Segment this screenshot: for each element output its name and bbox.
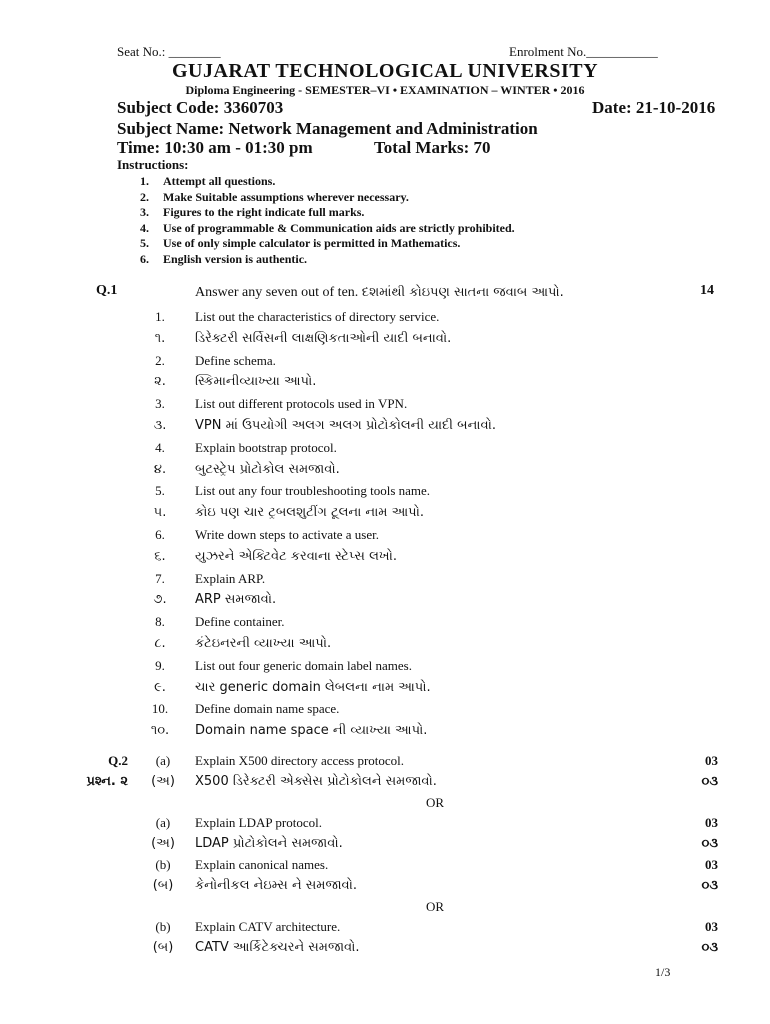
or-label: OR [426, 795, 445, 810]
question-2-item [0, 771, 770, 792]
instruction-text: Make Suitable assumptions wherever necessary. [163, 189, 409, 204]
instruction-number: 6. [140, 251, 149, 266]
question-2-item [0, 812, 770, 833]
question-item [0, 568, 770, 590]
instruction-item [140, 221, 515, 237]
question-item [0, 350, 770, 372]
question-1-marks: 14 [700, 283, 714, 298]
sub-question-letter: (b) [155, 857, 171, 872]
or-separator [0, 792, 770, 812]
exam-line: Diploma Engineering - SEMESTER–VI • EXAMINATION – WINTER • 2016 [185, 83, 585, 97]
question-item [0, 633, 770, 655]
sub-question-marks: 03 [705, 815, 718, 830]
item-number: 6. [155, 526, 165, 542]
item-number: 7. [155, 570, 165, 586]
question-item [0, 480, 770, 502]
question-item [0, 677, 770, 699]
item-text: સ્કિમાનીવ્યાખ્યા આપો. [195, 374, 317, 390]
seat-number-field: Seat No.: ________ [117, 44, 221, 59]
sub-question-letter: (અ) [151, 836, 175, 851]
item-number: ૮. [154, 635, 166, 651]
item-text: List out different protocols used in VPN. [195, 396, 408, 412]
or-separator [0, 896, 770, 916]
item-number: 2. [155, 352, 165, 368]
sub-question-marks: 03 [705, 919, 718, 934]
instruction-number: 5. [140, 236, 149, 250]
question-item [0, 502, 770, 524]
question-item [0, 371, 770, 393]
item-number: 10. [151, 701, 169, 717]
item-number: ૩. [153, 417, 167, 433]
item-text: યુઝરને એક્ટિવેટ કરવાના સ્ટેપ્સ લખો. [195, 548, 397, 564]
question-2-item [0, 937, 770, 958]
item-number: 5. [155, 483, 165, 499]
instruction-number: 4. [140, 220, 149, 235]
question-2-item [0, 750, 770, 771]
item-text: Write down steps to activate a user. [195, 526, 379, 542]
item-number: ૧. [154, 330, 166, 346]
item-text: ડિરેક્ટરી સર્વિસની લાક્ષણિકતાઓની યાદી બનાવો. [195, 330, 452, 346]
instruction-item [140, 252, 515, 268]
instruction-number: 1. [140, 174, 149, 188]
sub-question-text: Explain canonical names. [195, 857, 329, 872]
instruction-text: English version is authentic. [163, 251, 308, 266]
page-number: 1/3 [655, 965, 671, 979]
question-2-label: Q.2 [108, 753, 128, 768]
sub-question-text: LDAP પ્રોટોકોલને સમજાવો. [195, 836, 343, 851]
question-item [0, 611, 770, 633]
subject-name: Subject Name: Network Management and Administration [117, 119, 538, 138]
question-item [0, 524, 770, 546]
sub-question-marks: ૦૩ [701, 836, 718, 851]
sub-question-text: કેનોનીકલ નેઇમ્સ ને સમજાવો. [195, 878, 358, 893]
item-text: Explain bootstrap protocol. [195, 439, 337, 455]
sub-question-text: Explain CATV architecture. [195, 919, 341, 934]
item-number: ૨. [154, 374, 166, 390]
instruction-item [140, 190, 515, 206]
question-item [0, 459, 770, 481]
question-2-item [0, 854, 770, 875]
item-text: Domain name space ની વ્યાખ્યા આપો. [195, 723, 428, 739]
item-text: List out any four troubleshooting tools name. [195, 483, 431, 499]
item-number: 9. [155, 657, 165, 673]
enrolment-number-field: Enrolment No.___________ [509, 44, 658, 59]
instruction-item [140, 236, 515, 252]
question-1-heading [195, 285, 564, 301]
question-item [0, 393, 770, 415]
item-number: ૯. [154, 679, 166, 695]
item-number: 4. [155, 439, 165, 455]
item-number: 1. [155, 309, 165, 324]
item-number: ૫. [153, 505, 167, 521]
sub-question-marks: 03 [705, 857, 718, 872]
sub-question-letter: (બ) [152, 878, 174, 893]
or-label: OR [426, 899, 445, 914]
item-text: કોઇ પણ ચાર ટ્રબલશુટીંગ ટૂલના નામ આપો. [195, 505, 424, 521]
instructions-list [140, 174, 515, 267]
instruction-number: 2. [140, 189, 149, 204]
sub-question-letter: (બ) [152, 940, 174, 955]
university-title: GUJARAT TECHNOLOGICAL UNIVERSITY [171, 60, 599, 82]
sub-question-text: Explain LDAP protocol. [195, 815, 322, 830]
question-item [0, 546, 770, 568]
question-item [0, 306, 770, 328]
item-number: ૬. [154, 548, 166, 564]
item-number: 8. [155, 614, 165, 630]
question-1-heading-gu: દશમાંથી કોઇપણ સાતના જવાબ આપો. [361, 285, 564, 300]
item-text: List out four generic domain label names. [195, 657, 412, 673]
question-2-label-gu: પ્રશ્ન. ૨ [86, 774, 128, 789]
item-text: Define schema. [195, 352, 276, 368]
sub-question-marks: ૦૩ [701, 774, 718, 789]
question-1-items [0, 306, 770, 742]
item-text: List out the characteristics of directory service. [195, 309, 440, 324]
instruction-text: Use of programmable & Communication aids are strictly prohibited. [163, 220, 515, 235]
item-number: 3. [155, 396, 165, 412]
item-text: VPN માં ઉપયોગી અલગ અલગ પ્રોટોકોલની યાદી બનાવો. [195, 417, 496, 433]
question-1-label: Q.1 [96, 283, 118, 298]
question-item [0, 720, 770, 742]
sub-question-marks: ૦૩ [701, 878, 718, 893]
item-text: ARP સમજાવો. [195, 592, 277, 608]
question-2-block [0, 750, 770, 958]
exam-date: Date: 21-10-2016 [592, 98, 716, 117]
sub-question-text: X500 ડિરેક્ટરી એક્સેસ પ્રોટોકોલને સમજાવો. [195, 774, 437, 789]
question-item [0, 698, 770, 720]
instruction-number: 3. [140, 205, 149, 219]
question-item [0, 437, 770, 459]
question-item [0, 655, 770, 677]
item-text: કંટેઇનરની વ્યાખ્યા આપો. [195, 635, 332, 651]
item-number: ૭. [153, 592, 167, 608]
question-2-item [0, 916, 770, 937]
question-2-item [0, 833, 770, 854]
item-text: Define container. [195, 614, 285, 630]
instruction-text: Attempt all questions. [163, 174, 276, 188]
question-item [0, 328, 770, 350]
item-text: Explain ARP. [195, 570, 266, 586]
sub-question-marks: ૦૩ [701, 940, 718, 955]
instruction-text: Use of only simple calculator is permitted in Mathematics. [163, 236, 461, 250]
item-number: ૪. [153, 461, 167, 477]
sub-question-letter: (અ) [151, 774, 175, 789]
sub-question-text: CATV આર્કિટેક્ચરને સમજાવો. [195, 940, 360, 955]
sub-question-text: Explain X500 directory access protocol. [195, 753, 405, 768]
sub-question-letter: (a) [155, 753, 171, 768]
question-item [0, 589, 770, 611]
sub-question-marks: 03 [705, 753, 718, 768]
total-marks: Total Marks: 70 [374, 138, 491, 157]
sub-question-letter: (a) [155, 815, 171, 830]
question-1-heading-en: Answer any seven out of ten. [195, 285, 359, 300]
instructions-heading: Instructions: [117, 157, 189, 172]
subject-code: Subject Code: 3360703 [117, 98, 284, 117]
exam-time: Time: 10:30 am - 01:30 pm [117, 138, 313, 157]
sub-question-letter: (b) [155, 919, 171, 934]
item-number: ૧૦. [150, 723, 170, 739]
item-text: Define domain name space. [195, 701, 340, 717]
instruction-item [140, 205, 515, 221]
question-2-item [0, 875, 770, 896]
item-text: બુટસ્ટ્રેપ પ્રોટોકોલ સમજાવો. [195, 461, 340, 477]
instruction-item [140, 174, 515, 190]
item-text: ચાર generic domain લેબલના નામ આપો. [195, 679, 431, 695]
instruction-text: Figures to the right indicate full marks. [163, 205, 365, 219]
question-item [0, 415, 770, 437]
